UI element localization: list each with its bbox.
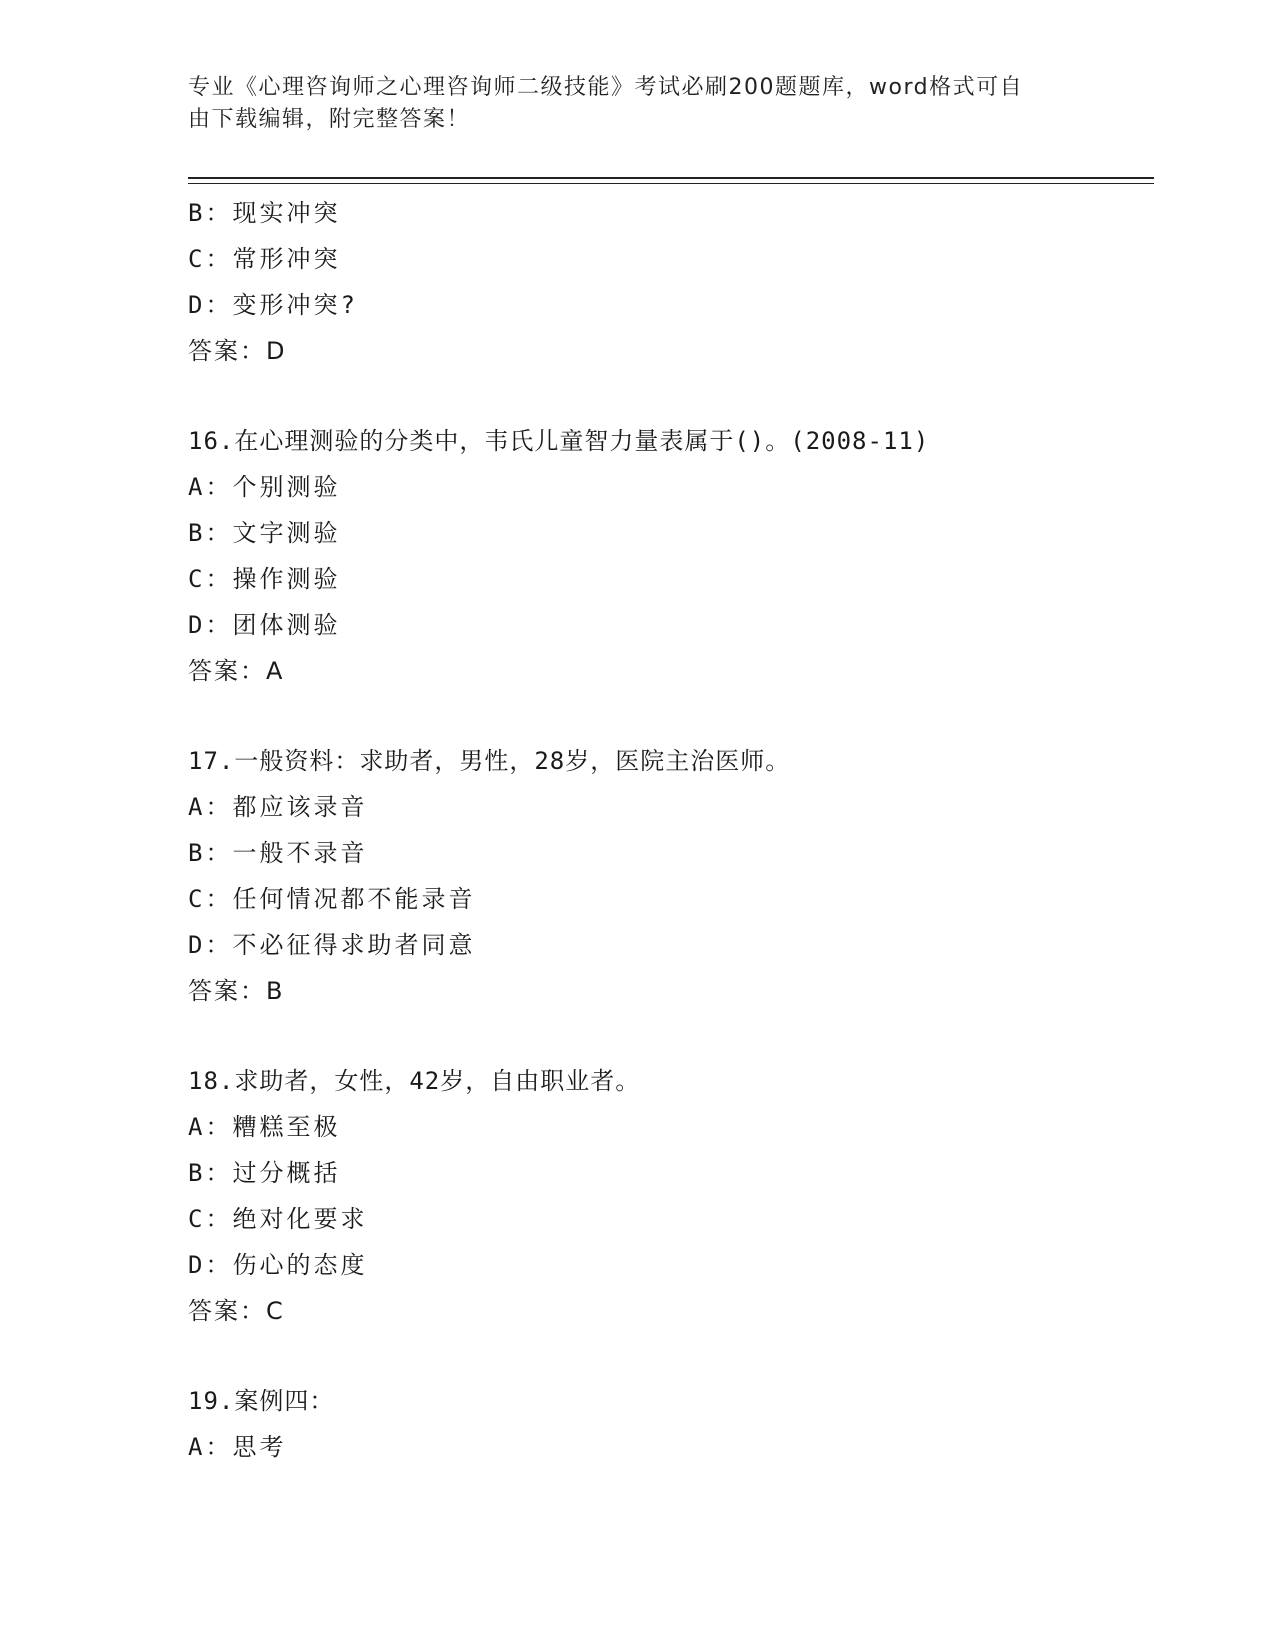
option-d: D：伤心的态度 [188,1251,368,1279]
answer-line: 答案：C [188,1297,285,1325]
option-c: C：绝对化要求 [188,1205,368,1233]
option-a: A：糟糕至极 [188,1113,341,1141]
question-stem: 19.案例四： [188,1387,335,1415]
answer-line: 答案：B [188,977,285,1005]
question-stem: 18.求助者，女性，42岁，自由职业者。 [188,1067,641,1095]
option-b: B：文字测验 [188,519,341,547]
question-18 [188,1058,1148,1334]
answer-line: 答案：A [188,657,285,685]
header-rule-thin [188,183,1154,184]
option-d: D：团体测验 [188,611,341,639]
question-stem: 17.一般资料：求助者，男性，28岁，医院主治医师。 [188,747,791,775]
header-rule-thick [188,177,1154,179]
document-header [188,72,1088,136]
question-19 [188,1378,1148,1470]
header-line-1: 专业《心理咨询师之心理咨询师二级技能》考试必刷200题题库，word格式可自 [188,75,1024,100]
option-b: B：一般不录音 [188,839,368,867]
question-16 [188,418,1148,694]
option-a: A：个别测验 [188,473,341,501]
option-a: A：都应该录音 [188,793,368,821]
option-b: B：过分概括 [188,1159,341,1187]
carryover-block [188,190,1148,374]
option-b: B：现实冲突 [188,199,341,227]
option-c: C：任何情况都不能录音 [188,885,476,913]
option-d: D：变形冲突? [188,291,358,319]
question-17 [188,738,1148,1014]
option-c: C：操作测验 [188,565,341,593]
question-stem: 16.在心理测验的分类中，韦氏儿童智力量表属于()。(2008-11) [188,427,930,455]
option-d: D：不必征得求助者同意 [188,931,476,959]
answer-line: 答案：D [188,337,287,365]
header-line-2: 由下载编辑，附完整答案！ [188,107,471,132]
question-list [188,190,1148,1470]
option-c: C：常形冲突 [188,245,341,273]
option-a: A：思考 [188,1433,287,1461]
